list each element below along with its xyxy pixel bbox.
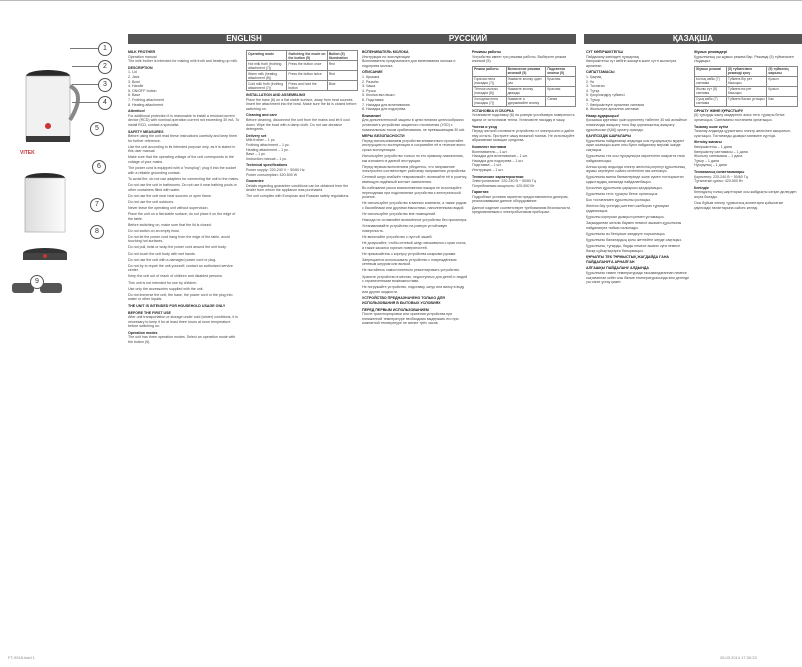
kz-before: Құрылғыны төмен температурада тасымалдағаннан немесе сақтағаннан кейін оны бөлме температурасында кем дегенде үш сағат ұстау қажет. <box>586 270 690 285</box>
kz-tech-heading: Техникалық сипаттамалары <box>694 169 745 174</box>
table-cell: Blue <box>327 81 357 91</box>
en-safety-item: Do not try to repair the unit yourself; contact an authorized service center. <box>128 263 233 273</box>
kz-use-heading: Жұмыс режимдері <box>694 50 728 54</box>
table-row <box>695 96 798 106</box>
english-column-1 <box>128 48 240 648</box>
table-cell: Red <box>327 61 357 71</box>
kz-safety-heading: ҚАУІПСІЗДІК ШАРАЛАРЫ <box>586 134 632 139</box>
ru-desc-item: 3. Чаша <box>362 84 376 89</box>
en-warranty-heading: Guarantee <box>246 179 264 184</box>
brand-logo: VITEK <box>20 150 35 156</box>
en-safety-item: To avoid fire, do not use adapters for connecting the unit to the mains. <box>128 176 240 181</box>
table-row <box>473 76 576 86</box>
ru-delivery-heading: Комплект поставки <box>472 144 507 149</box>
en-cleaning-heading: Cleaning and care <box>246 113 277 118</box>
table-cell: Нажмите кнопку один раз <box>506 76 546 86</box>
en-install: Place the base (6) on a flat stable surface, away from heat sources. Insert the attachment into the bowl. Make sure the lid is closed before switching on. <box>246 97 357 111</box>
en-delivery-item: Heating attachment – 1 pc. <box>246 147 289 152</box>
table-cell: Қызыл <box>767 76 798 86</box>
en-desc-item: 7. Frothing attachment <box>128 97 164 102</box>
ru-recycle: Данное изделие соответствует требованиям безопасности, предъявляемым к электробытовым приборам. <box>472 205 572 215</box>
ru-tech-item: Потребляемая мощность: 420-500 Вт <box>472 183 535 188</box>
callout-4: 4 <box>98 96 112 110</box>
table-row <box>473 86 576 96</box>
callout-line <box>70 48 98 49</box>
header-english: ENGLISH <box>128 34 360 44</box>
ru-safety-item: Устанавливайте устройство на ровную устойчивую поверхность. <box>362 224 448 233</box>
kz-desc-item: 3. Тостаған <box>586 84 605 89</box>
table-cell: Синяя <box>546 96 576 106</box>
en-safety-item: Do not let the power cord hang from the edge of the table, avoid touching hot surfaces. <box>128 234 230 244</box>
table-cell: Түймені басып ұстаңыз <box>726 96 766 106</box>
en-safety-item: Do not use the unit near heat sources or open flame. <box>128 193 212 198</box>
table-header: Switching the mode on the button (5) <box>288 51 326 60</box>
kz-delivery-item: Көпіршіктегіш – 1 дана <box>694 144 732 149</box>
table-header: (5) түймесімен режимді қосу <box>726 66 766 76</box>
table-cell: Көк <box>767 96 798 106</box>
en-modes-table <box>246 50 358 91</box>
ru-title: ВСПЕНИВАТЕЛЬ МОЛОКА <box>362 50 409 54</box>
kz-desc-item: 2. Ұя <box>586 79 594 84</box>
ru-cleaning: Перед чисткой отключите устройство от электросети и дайте ему остыть. Протрите чашу влажной тканью. Не используйте абразивные моющие средства. <box>472 129 575 143</box>
kz-delivery-item: Тұғыр – 1 дана <box>694 158 719 163</box>
ru-safety-item: Перед использованием устройства внимательно прочитайте инструкцию по эксплуатации и сохраняйте её в течение всего срока эксплуатации. <box>362 138 466 152</box>
kz-recycle: Осы бұйым электр тұрмыстық аспаптарға қойылатын қауіпсіздік талаптарына сәйкес келеді. <box>694 200 784 210</box>
kz-before-heading: АЛҒАШҚЫ ПАЙДАЛАНУ АЛДЫНДА <box>586 266 650 271</box>
table-row <box>695 86 798 96</box>
ru-desc-item: 4. Ручка <box>362 88 376 93</box>
ru-modes-table <box>472 66 576 107</box>
ru-attention-heading: Внимание! <box>362 113 382 118</box>
table-row <box>247 61 358 71</box>
en-delivery-item: Base – 1 pc. <box>246 152 266 157</box>
en-safety-item: Make sure that the operating voltage of the unit corresponds to the voltage of your mains. <box>128 155 234 165</box>
page-trim-line <box>0 0 802 7</box>
table-cell: Press and hold the button <box>287 81 327 91</box>
kz-attention-heading: Назар аударыңыз! <box>586 113 620 118</box>
milk-frother-image <box>0 28 110 340</box>
en-safety-item: The power cord is equipped with a "europlug"; plug it into the socket with a reliable grounding contact. <box>128 166 237 175</box>
table-cell: Жылы сүт (8) саптама <box>695 86 727 96</box>
en-tech-item: Power consumption: 420-500 W <box>246 172 298 177</box>
russian-column-2 <box>472 48 576 648</box>
kz-intro: Көпіршіктегіш сүт көбігін жасауға және сүтті жылытуға арналған. <box>586 59 677 68</box>
ru-attention: Для дополнительной защиты в цепи питания целесообразно установить устройство защитного отключения (УЗО) с номинальным током срабатывания, не превышающим 30 мА. <box>362 118 466 132</box>
kz-safety-item: Бос тостағанмен құрылғыны қоспаңыз. <box>586 198 651 203</box>
kz-delivery-heading: Жеткізу жинағы <box>694 140 722 145</box>
ru-safety-item: Не прикасайтесь к корпусу устройства мокрыми руками. <box>362 251 457 256</box>
ru-warranty: Подробные условия гарантии предоставляются дилером, реализовавшим данное оборудование. <box>472 194 569 204</box>
kz-install-heading: ОРНАТУ ЖӘНЕ ҚҰРАСТЫРУ <box>694 108 744 113</box>
ru-desc-item: 5. Кнопка вкл./выкл. <box>362 93 396 98</box>
kz-safety-item: Құрылғыны ванна бөлмелерінде және сумен толтырылған ыдыстардың жанында пайдаланбаңыз. <box>586 175 684 184</box>
kz-subtitle: Пайдалану жөніндегі нұсқаулық <box>586 54 640 59</box>
kazakh-column-1 <box>586 48 690 648</box>
table-cell: Cold milk froth (frothing attachment (7)) <box>247 81 287 91</box>
en-desc-item: 6. Base <box>128 93 141 98</box>
ru-safety-item: Не включайте устройство с пустой чашей. <box>362 234 433 239</box>
ru-household: УСТРОЙСТВО ПРЕДНАЗНАЧЕНО ТОЛЬКО ДЛЯ ИСПОЛЬЗОВАНИЯ В БЫТОВЫХ УСЛОВИЯХ <box>362 296 445 305</box>
table-header: Жұмыс режимі <box>695 66 727 76</box>
ru-safety-item: Не пытайтесь самостоятельно ремонтировать устройство. <box>362 268 460 273</box>
en-desc-item: 4. Handle <box>128 84 144 89</box>
ru-desc-item: 2. Разъём <box>362 79 379 84</box>
en-intro: The milk frother is intended for making milk froth and heating up milk. <box>128 59 238 64</box>
kz-tech-item: Тұтынатын қуаты: 420-500 Вт <box>694 179 743 184</box>
en-safety-item: Use only the accessories supplied with the unit. <box>128 286 204 291</box>
en-install-heading: INSTALLATION AND ASSEMBLING <box>246 93 306 97</box>
table-header: (5) түйменің жарығы <box>767 66 798 76</box>
callout-5: 5 <box>90 122 104 136</box>
ru-delivery-item: Вспениватель – 1 шт. <box>472 149 508 154</box>
table-cell: Горячая пена (насадка (7)) <box>473 76 507 86</box>
table-cell: Красная <box>546 76 576 86</box>
kz-safety-item: Зақымдалған желілік баумен немесе ашамен құрылғыны пайдалануға тыйым салынады. <box>586 221 682 230</box>
table-cell: Тёплое молоко (насадка (8)) <box>473 86 507 96</box>
callout-7: 7 <box>90 198 104 212</box>
kz-safety-item: Алғаш қосар алдында электр желісінің кернеуі құрылғының жұмыс кернеуіне сәйкес келетініне көз жеткізіңіз. <box>586 164 686 174</box>
en-before: After unit transportation or storage under cold (winter) conditions, it is necessary to keep it for at least three hours at room temperature before switching on. <box>128 315 238 329</box>
ru-delivery-item: Инструкция – 1 шт. <box>472 167 504 172</box>
kz-description-heading: СИПАТТАМАСЫ <box>586 70 615 75</box>
kz-delivery-item: Жылыту саптамасы – 1 дана <box>694 154 743 159</box>
product-illustration <box>0 28 110 340</box>
table-row <box>695 76 798 86</box>
en-attention: For additional protection it is reasonable to install a residual current device (RCD) with nominal operation current not exceeding 30 mA. To install RCD, contact a specialist. <box>128 113 240 127</box>
en-before-heading: BEFORE THE FIRST USE <box>128 310 171 315</box>
en-recycle: The unit complies with European and Russian safety regulations. <box>246 194 350 199</box>
en-desc-item: 1. Lid <box>128 70 137 75</box>
en-safety-item: Do not touch the unit body with wet hands. <box>128 251 196 256</box>
kz-tech-item: Қоректену: 220-240 В ~ 50/60 Гц <box>694 174 748 179</box>
kz-safety-item: Құрылғыны өз бетіңізше жөндеуге тырыспаңыз. <box>586 231 666 236</box>
table-cell: Ыстық көбік (7) саптама <box>695 76 727 86</box>
ru-safety-item: Во избежание риска возникновения пожара не используйте переходники при подключении устройства к электрической розетке. <box>362 186 462 200</box>
callout-line <box>72 102 98 103</box>
en-delivery-item: Instruction manual – 1 pc. <box>246 156 288 161</box>
en-safety-item: Place the unit on a flat stable surface; do not place it on the edge of the table. <box>128 211 236 221</box>
ru-delivery-item: Насадка для подогрева – 1 шт. <box>472 158 524 163</box>
en-desc-item: 3. Bowl <box>128 79 140 84</box>
en-desc-item: 2. Jack <box>128 74 140 79</box>
kz-safety-item: Құрылғыны тек осы нұсқаулықта көрсетілген мақсатта ғана пайдаланыңыз. <box>586 153 685 163</box>
ru-before: После транспортировки или хранения устройства при пониженной температуре необходимо выдержать его при комнатной температуре не менее трёх часов. <box>362 312 459 326</box>
en-subtitle: Operation manual <box>128 54 157 59</box>
en-desc-item: 8. Heating attachment <box>128 102 164 107</box>
kz-safety-item: Құрылғыны, тұғырды, бауды немесе ашаны суға немесе басқа сұйықтықтарға батырмаңыз. <box>586 243 681 253</box>
kz-desc-item: 6. Тұғыр <box>586 97 600 102</box>
table-cell: Түймені екі рет басыңыз <box>726 86 766 96</box>
en-description-heading: DESCRIPTION <box>128 65 153 70</box>
table-cell: Холодная пена (насадка (7)) <box>473 96 507 106</box>
en-delivery-item: Milk frother – 1 pc. <box>246 138 276 143</box>
en-safety-item: Use the unit according to its intended purpose only, as it is stated in this user manual. <box>128 144 236 154</box>
ru-desc-item: 6. Подставка <box>362 97 384 102</box>
ru-desc-item: 7. Насадка для вспенивания <box>362 102 410 107</box>
kz-household: ҚҰРЫЛҒЫ ТЕК ТҰРМЫСТЫҚ ЖАҒДАЙДА ҒАНА ПАЙДАЛАНУҒА АРНАЛҒАН <box>586 255 670 264</box>
table-header: Operating mode <box>247 51 287 61</box>
table-cell: Press the button twice <box>287 71 327 81</box>
en-safety-item: Do not use the unit in bathrooms. Do not use it near bathing pools or other containers filled with water. <box>128 182 237 192</box>
kz-warranty: Кепілдіктің толық шарттарын осы жабдықты сатқан дилерден алуға болады. <box>694 190 797 199</box>
kz-title: СҮТ КӨПІРШІКТЕГІШ <box>586 50 623 54</box>
callout-line <box>72 84 98 85</box>
en-use: The unit has three operation modes. Select an operation mode with the button (5). <box>128 335 236 345</box>
kz-attention: Қосымша қорғаныс үшін қоректену тізбегіне 30 мА аспайтын номиналды ажырату тогы бар қорғаныштық ажырату құрылғысын (ҚАҚ) орнату орынды. <box>586 118 688 132</box>
kz-desc-item: 5. Қосу/сөндіру түймесі <box>586 93 625 98</box>
kz-cleaning: Тазалау алдында құрылғыны электр желісінен ажыратып, суытыңыз. Тостағанды дымқыл матамен сүртіңіз. <box>694 129 791 138</box>
en-safety-item: Before using the unit read these instructions carefully and keep them for further reference. <box>128 134 238 143</box>
kz-warranty-heading: Кепілдік <box>694 185 709 190</box>
kz-safety-item: Құрылғыны балалардың қолы жетпейтін жерде сақтаңыз. <box>586 237 682 242</box>
callout-6: 6 <box>92 160 106 174</box>
en-safety-item: Do not use the unit with a damaged power cord or plug. <box>128 257 217 262</box>
table-cell: Press the button once <box>287 61 327 71</box>
ru-desc-item: 1. Крышка <box>362 74 380 79</box>
table-cell: Суық көбік (7) саптама <box>695 96 727 106</box>
table-row <box>473 96 576 106</box>
ru-safety-item: Перед первым включением убедитесь, что напряжение электросети соответствует рабочему напряжению устройства. <box>362 164 467 174</box>
kz-desc-item: 1. Қақпақ <box>586 74 602 79</box>
ru-safety-item: Храните устройство в местах, недоступных для детей и людей с ограниченными возможностями. <box>362 274 468 284</box>
ru-safety-item: Не погружайте устройство, подставку, шнур или вилку в воду или другие жидкости. <box>362 285 465 294</box>
en-warranty: Details regarding guarantee conditions can be obtained from the dealer from whom the appliance was purchased. <box>246 183 349 193</box>
kz-safety-item: Желілік бау үстелдің шетінен салбырап тұрмауын қадағалаңыз. <box>586 204 670 213</box>
table-header: Режим работы <box>473 66 507 76</box>
ru-install: Установите подставку (6) на ровную устойчивую поверхность вдали от источников тепла. Установите насадку в чашу. <box>472 113 575 122</box>
callout-9: 9 <box>30 275 44 289</box>
en-tech-heading: Technical specifications <box>246 163 288 168</box>
en-cleaning: Before cleaning, disconnect the unit from the mains and let it cool down. Wipe the bowl with a damp cloth. Do not use abrasive detergents. <box>246 117 350 132</box>
ru-safety-item: Сетевой шнур снабжён «евровилкой»; включайте её в розетку, имеющую надёжный контакт заземления. <box>362 175 468 184</box>
ru-safety-item: Используйте устройство только по его прямому назначению, как изложено в данной инструкции. <box>362 153 464 163</box>
english-column-2 <box>246 48 358 648</box>
en-safety-item: Keep the unit out of reach of children and disabled persons. <box>128 274 223 279</box>
ru-use: Устройство имеет три режима работы. Выберите режим кнопкой (5). <box>472 54 566 64</box>
ru-delivery-item: Подставка – 1 шт. <box>472 163 502 168</box>
kz-desc-item: 4. Тұтқа <box>586 88 600 93</box>
en-desc-item: 5. ON/OFF button <box>128 88 157 93</box>
ru-tech-heading: Технические характеристики <box>472 174 524 179</box>
kz-delivery-item: Көпіршіктеу саптамасы – 1 дана <box>694 149 748 154</box>
en-safety-item: This unit is not intended for use by children. <box>128 280 198 285</box>
callout-8: 8 <box>90 225 104 239</box>
en-safety-item: Do not immerse the unit, the base, the power cord or the plug into water or other liquids. <box>128 292 233 302</box>
en-use-heading: Operation modes <box>128 330 158 335</box>
callout-3: 3 <box>98 78 112 92</box>
table-header: Включение режима кнопкой (5) <box>506 66 546 76</box>
ru-safety-item: Не допускайте, чтобы сетевой шнур свешивался с края стола, а также касался горячих поверхностей. <box>362 240 467 250</box>
kz-safety-item: Қосылған құрылғыны қараусыз қалдырмаңыз. <box>586 186 663 191</box>
ru-description-heading: ОПИСАНИЕ <box>362 70 383 75</box>
callout-2: 2 <box>98 60 112 74</box>
en-household: THE UNIT IS INTENDED FOR HOUSEHOLD USAGE ONLY <box>128 303 226 308</box>
table-header: Подсветка кнопки (5) <box>546 66 576 76</box>
en-safety-item: Before switching on, make sure that the lid is closed. <box>128 222 212 227</box>
en-safety-item: Do not pull, twist or wrap the power cord around the unit body. <box>128 245 227 250</box>
kz-desc-item: 7. Көпіршіктеуге арналған саптама <box>586 102 644 107</box>
table-cell: Warm milk (heating attachment (8)) <box>247 71 287 81</box>
callout-line <box>72 66 98 67</box>
ru-warranty-heading: Гарантия <box>472 190 489 195</box>
kz-delivery-item: Нұсқаулық – 1 дана <box>694 163 727 168</box>
callout-1: 1 <box>98 42 112 56</box>
table-cell: Нажмите кнопку дважды <box>506 86 546 96</box>
russian-column-1 <box>362 48 468 648</box>
table-header: Button (5) illumination <box>327 51 357 61</box>
ru-desc-item: 8. Насадка для подогрева <box>362 107 406 112</box>
ru-safety-item: Никогда не оставляйте включённое устройство без присмотра. <box>362 218 468 223</box>
ru-use-heading: Режимы работы <box>472 50 502 54</box>
en-delivery-heading: Delivery set <box>246 133 267 138</box>
ru-intro: Вспениватель предназначен для вспенивания молока и подогрева молока. <box>362 59 456 68</box>
header-russian: РУССКИЙ <box>360 34 576 44</box>
kz-use: Құрылғының үш жұмыс режимі бар. Режимді (5) түймесімен таңдаңыз. <box>694 54 794 64</box>
table-cell: Красная <box>546 86 576 96</box>
table-cell: Hot milk froth (frothing attachment (7)) <box>247 61 287 71</box>
kazakh-column-2 <box>694 48 798 648</box>
en-safety-item: Do not use the unit outdoors. <box>128 199 175 204</box>
ru-cleaning-heading: Чистка и уход <box>472 124 497 129</box>
en-attention-heading: Attention! <box>128 109 145 114</box>
ru-install-heading: УСТАНОВКА И СБОРКА <box>472 108 514 113</box>
table-cell: Нажмите и удерживайте кнопку <box>506 96 546 106</box>
header-kazakh: ҚАЗАҚША <box>584 34 802 44</box>
en-title: MILK FROTHER <box>128 50 156 54</box>
ru-safety-item: Запрещается использовать устройство с повреждённым сетевым шнуром или вилкой. <box>362 257 457 267</box>
table-row <box>247 71 358 81</box>
kz-safety-item: Құрылғы корпусын дымқыл қолмен ұстамаңыз. <box>586 215 665 219</box>
table-row <box>247 81 358 91</box>
kz-desc-item: 8. Жылытуға арналған саптама <box>586 107 639 112</box>
kz-safety-item: Құрылғыны тегіс тұрақты бетке орнатыңыз. <box>586 192 659 197</box>
en-safety-item: Never leave the operating unit without supervision. <box>128 205 209 210</box>
kz-cleaning-heading: Тазалау және күтім <box>694 124 729 129</box>
kz-safety-item: Құрылғыны пайдаланар алдында осы нұсқаулықты мұқият оқып шығыңыз және оны бүкіл пайдалану мерзімі ішінде сақтаңыз. <box>586 138 685 152</box>
ru-before-heading: ПЕРЕД ПЕРВЫМ ИСПОЛЬЗОВАНИЕМ <box>362 307 429 312</box>
ru-safety-heading: МЕРЫ БЕЗОПАСНОСТИ <box>362 134 405 139</box>
en-delivery-item: Frothing attachment – 1 pc. <box>246 142 290 147</box>
en-safety-item: Do not switch on an empty bowl. <box>128 228 180 233</box>
kz-install: (6) тұғырды жылу көздерінен алыс тегіс тұрақты бетке орнатыңыз. Саптаманы тостағанға орнатыңыз. <box>694 113 785 122</box>
footer-file-name: FT-9918.indd 1 <box>8 655 35 660</box>
ru-safety-item: Не используйте устройство в ванных комнатах, а также рядом с бассейнами или другими ёмкостями, наполненными водой. <box>362 201 467 210</box>
ru-delivery-item: Насадка для вспенивания – 1 шт. <box>472 154 528 159</box>
ru-subtitle: Инструкция по эксплуатации <box>362 54 410 59</box>
table-cell: Қызыл <box>767 86 798 96</box>
en-tech-item: Power supply: 220-240 V ~ 50/60 Hz <box>246 167 305 172</box>
footer-timestamp: 26.03.2014 17:30:23 <box>720 655 757 660</box>
table-cell: Red <box>327 71 357 81</box>
ru-tech-item: Электропитание: 220-240 В ~ 50/60 Гц <box>472 179 537 184</box>
table-cell: Түймені бір рет басыңыз <box>726 76 766 86</box>
en-safety-heading: SAFETY MEASURES <box>128 129 164 134</box>
ru-safety-item: Не используйте устройство вне помещений. <box>362 212 436 216</box>
kz-modes-table <box>694 66 798 107</box>
